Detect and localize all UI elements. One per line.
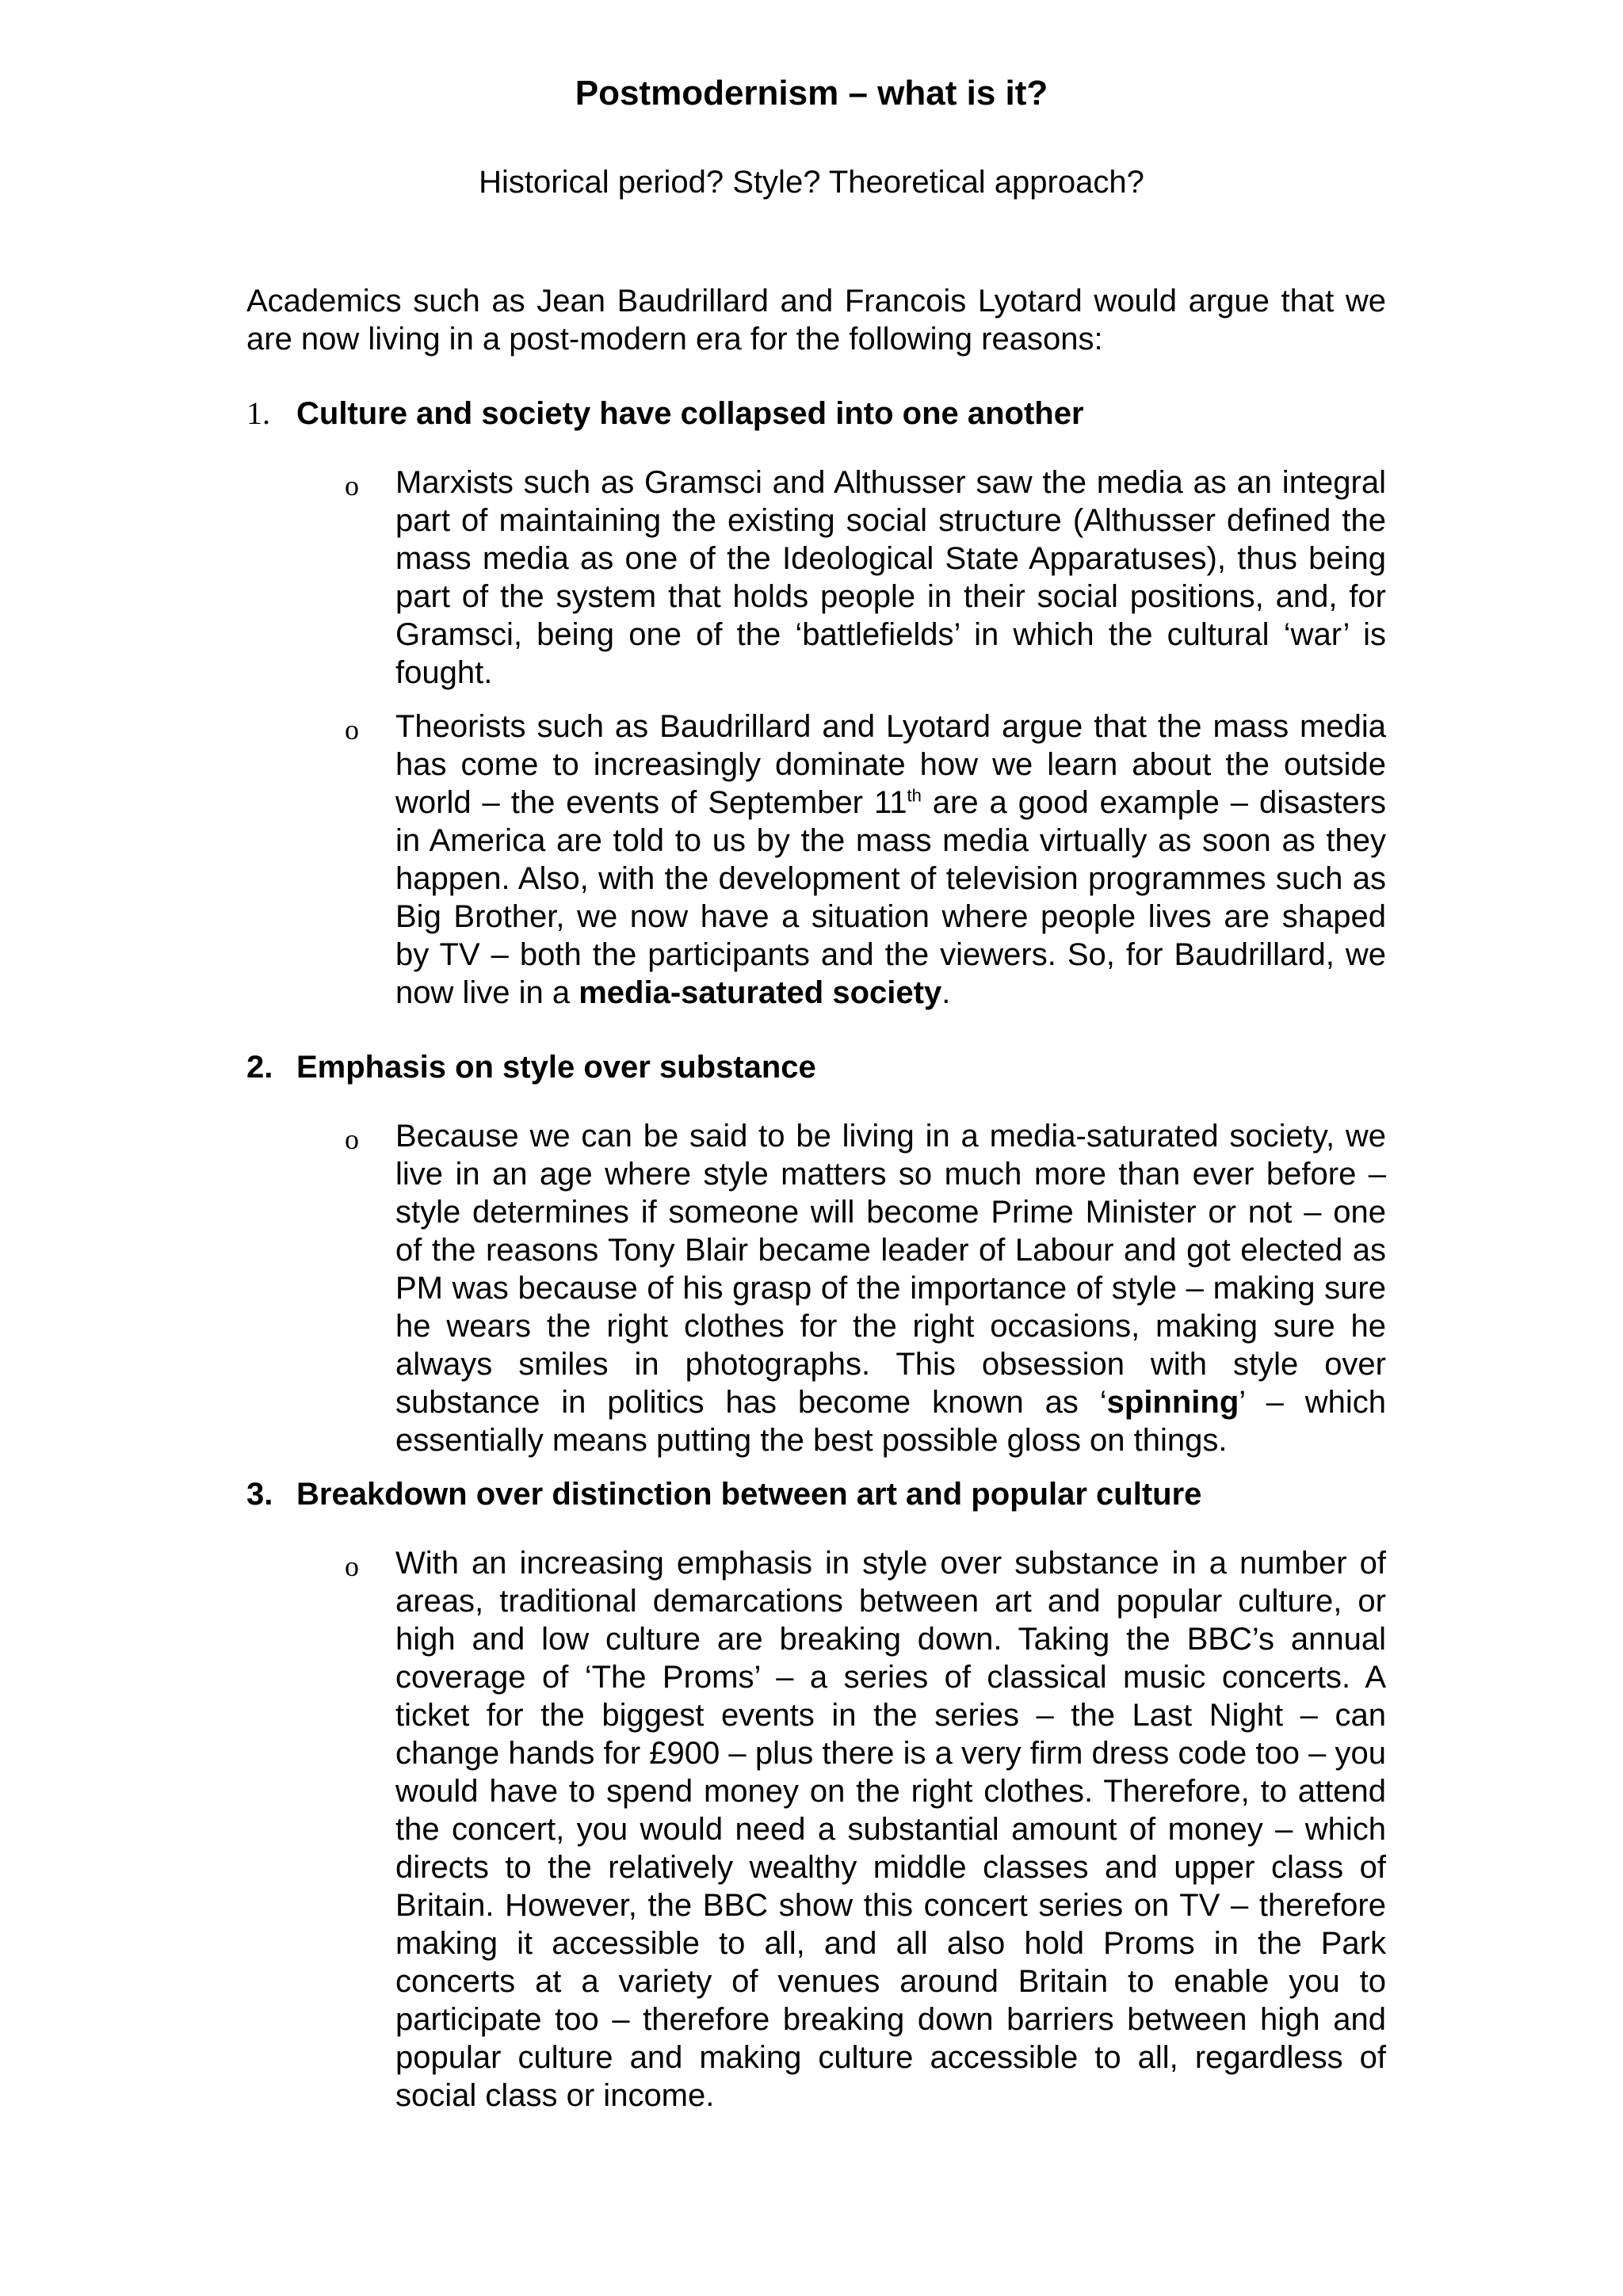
list-item: [246, 1544, 1386, 2115]
section-3: [246, 1475, 1386, 2115]
section-2: [246, 1048, 1386, 1459]
section-number: 1.: [246, 395, 270, 431]
section-heading: [246, 395, 1386, 433]
bold-term: media-saturated society: [579, 975, 942, 1010]
list-item: [246, 463, 1386, 692]
superscript: th: [907, 785, 922, 806]
section-title: Emphasis on style over substance: [296, 1050, 816, 1085]
page-subtitle: Historical period? Style? Theoretical approach?: [479, 165, 1144, 200]
section-heading: [246, 1048, 1386, 1086]
bullet-marker: o: [345, 470, 359, 502]
section-title: Breakdown over distinction between art and popular culture: [296, 1477, 1202, 1512]
bullet-text: Because we can be said to be living in a media-saturated society, we live in an age where style matters so much more than ever before – style determines if someone will become Prime Minister or not – one of the reasons Tony Blair became leader of Labour and got elected as PM was because of his grasp of the importance of style – making sure he wears the right clothes for the right occasions, making sure he always smiles in photographs. This obsession with style over substance in politics has become known as ‘spinning’ – which essentially means putting the best possible gloss on things.: [395, 1119, 1387, 1458]
bullet-text: Theorists such as Baudrillard and Lyotard argue that the mass media has come to increasingly dominate how we learn about the outside world – the events of September 11th are a good example – disasters in America are told to us by the mass media virtually as soon as they happen. Also, with the development of television programmes such as Big Brother, we now have a situation where people lives are shaped by TV – both the participants and the viewers. So, for Baudrillard, we now live in a media-saturated society.: [395, 709, 1386, 1010]
section-1: [246, 395, 1386, 1012]
bullet-marker: o: [345, 1550, 359, 1582]
section-heading: [246, 1475, 1386, 1513]
list-item: [246, 1117, 1386, 1459]
bullet-marker: o: [345, 1123, 359, 1155]
section-number: 2.: [246, 1050, 273, 1085]
list-item: [246, 707, 1386, 1012]
bullet-text: With an increasing emphasis in style over substance in a number of areas, traditional demarcations between art and popular culture, or high and low culture are breaking down. Taking the BBC’s annual coverage of ‘The Proms’ – a series of classical music concerts. A ticket for the biggest events in the series – the Last Night – can change hands for £900 – plus there is a very firm dress code too – you would have to spend money on the right clothes. Therefore, to attend the concert, you would need a substantial amount of money – which directs to the relatively wealthy middle classes and upper class of Britain. However, the BBC show this concert series on TV – therefore making it accessible to all, and all also hold Proms in the Park concerts at a variety of venues around Britain to enable you to participate too – therefore breaking down barriers between high and popular culture and making culture accessible to all, regardless of social class or income.: [395, 1546, 1386, 2113]
section-number: 3.: [246, 1477, 273, 1512]
intro-paragraph: Academics such as Jean Baudrillard and Francois Lyotard would argue that we are now living in a post-modern era for the following reasons:: [246, 284, 1386, 357]
bold-term: spinning: [1106, 1385, 1239, 1420]
bullet-text: Marxists such as Gramsci and Althusser saw the media as an integral part of maintaining the existing social structure (Althusser defined the mass media as one of the Ideological State Apparatuses), thus being part of the system that holds people in their social positions, and, for Gramsci, being one of the ‘battlefields’ in which the cultural ‘war’ is fought.: [395, 465, 1386, 690]
document-body: [246, 282, 1386, 2115]
bullet-marker: o: [345, 714, 359, 746]
section-title: Culture and society have collapsed into one another: [296, 396, 1084, 431]
page-title: Postmodernism – what is it?: [575, 74, 1048, 113]
